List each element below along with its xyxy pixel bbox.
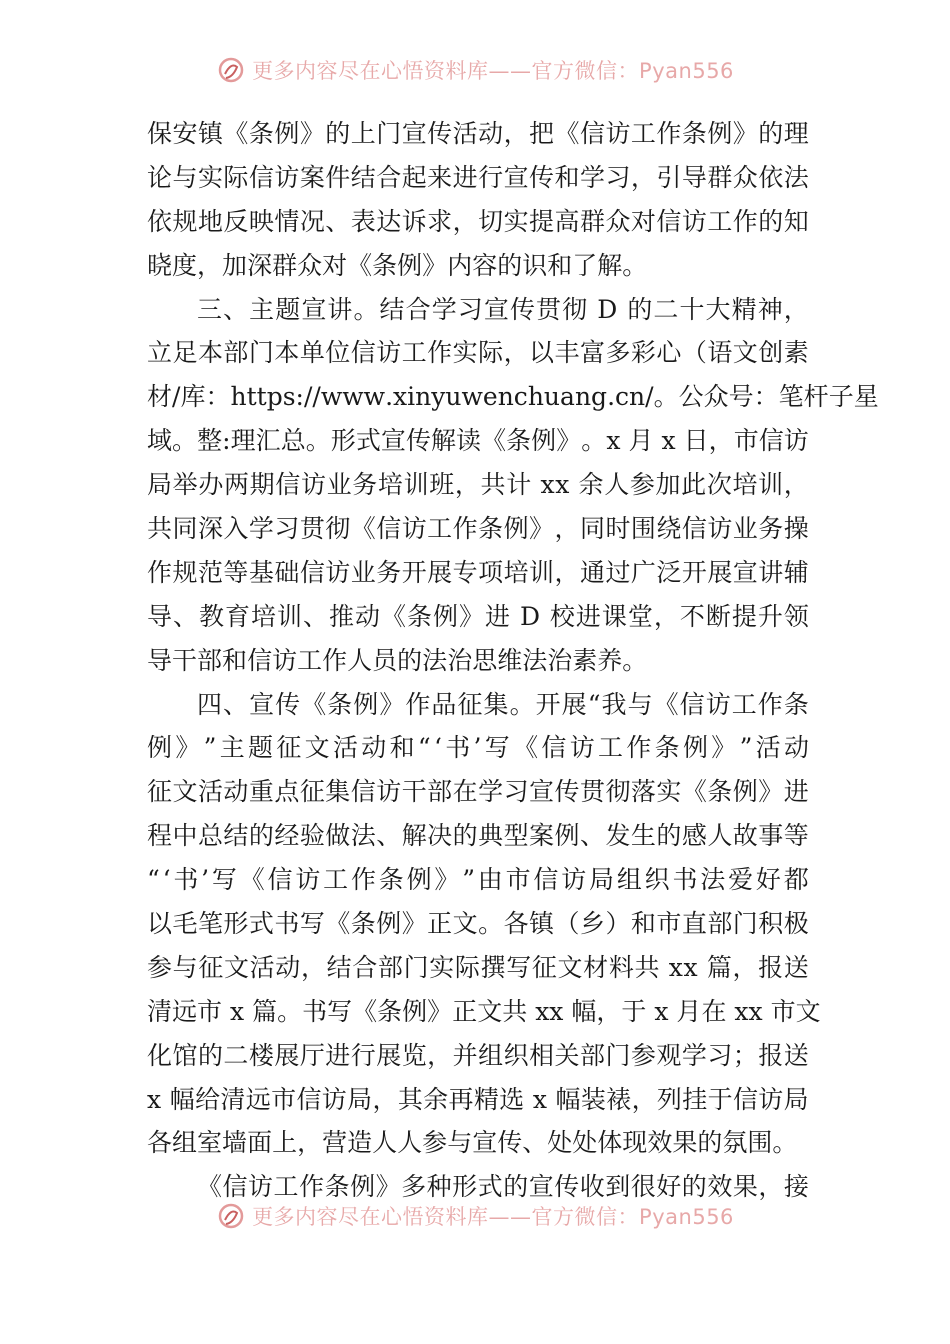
text-line: 征 文 活 动 重 点 征 集 信 访 干 部 在 学 习 宣 传 贯 彻 落 实 《 条 例 》 进 (147, 777, 809, 807)
text-line: “ ‘ 书 ’ 写 《 信 访 工 作 条 例 》 ” 由 市 信 访 局 组 织 书 法 爱 好 都 (147, 865, 809, 895)
text-line: 参 与 征 文 活 动 ， 结 合 部 门 实 际 撰 写 征 文 材 料 共 x x 篇 ， 报 送 (147, 952, 809, 982)
text-line: 局 举 办 两 期 信 访 业 务 培 训 班 ， 共 计 x x 余 人 参 加 此 次 培 训 ， (147, 470, 809, 500)
text-line: 程 中 总 结 的 经 验 做 法 、 解 决 的 典 型 案 例 、 发 生 的 感 人 故 事 等 (147, 821, 809, 851)
text-line: 四 、 宣 传 《 条 例 》 作 品 征 集 。 开 展 “ 我 与 《 信 访 工 作 条 (197, 689, 809, 719)
watermark-logo-icon (216, 55, 246, 85)
text-line: 依 规 地 反 映 情 况 、 表 达 诉 求 ， 切 实 提 高 群 众 对 信 访 工 作 的 知 (147, 206, 809, 236)
text-line: 化 馆 的 二 楼 展 厅 进 行 展 览 ， 并 组 织 相 关 部 门 参 观 学 习 ； 报 送 (147, 1040, 809, 1070)
watermark-text: 更多内容尽在心悟资料库——官方微信：Pyan556 (252, 1205, 734, 1229)
text-line: x 幅 给 清 远 市 信 访 局 ， 其 余 再 精 选 x 幅 装 裱 ， 列 挂 于 信 访 局 (147, 1084, 809, 1114)
text-line: 论 与 实 际 信 访 案 件 结 合 起 来 进 行 宣 传 和 学 习 ， 引 导 群 众 依 法 (147, 162, 809, 192)
text-line: 材 / 库 ： h t t p s : / / w w w . x i n y u w e n c h u a n g . c n / 。 公 众 号 ： 笔 杆 子 星 (147, 382, 879, 412)
text-line: 例 》 ” 主 题 征 文 活 动 和 “ ‘ 书 ’ 写 《 信 访 工 作 条 例 》 ” 活 动 (147, 733, 809, 763)
text-line: 各 组 室 墙 面 上 ， 营 造 人 人 参 与 宣 传 、 处 处 体 现 效 果 的 氛 围 。 (147, 1128, 798, 1158)
text-line: 《 信 访 工 作 条 例 》 多 种 形 式 的 宣 传 收 到 很 好 的 效 果 ， 接 (197, 1172, 809, 1202)
text-line: 晓 度 ， 加 深 群 众 对 《 条 例 》 内 容 的 识 和 了 解 。 (147, 250, 648, 280)
text-line: 以 毛 笔 形 式 书 写 《 条 例 》 正 文 。 各 镇 （ 乡 ） 和 市 直 部 门 积 极 (147, 909, 809, 939)
watermark-logo-icon (216, 1201, 246, 1231)
text-line: 保 安 镇 《 条 例 》 的 上 门 宣 传 活 动 ， 把 《 信 访 工 作 条 例 》 的 理 (147, 119, 809, 148)
text-line: 清 远 市 x 篇 。 书 写 《 条 例 》 正 文 共 x x 幅 ， 于 x 月 在 x x 市 文 (147, 996, 821, 1026)
text-line: 作 规 范 等 基 础 信 访 业 务 开 展 专 项 培 训 ， 通 过 广 泛 开 展 宣 讲 辅 (147, 557, 809, 587)
text-line: 共 同 深 入 学 习 贯 彻 《 信 访 工 作 条 例 》 ， 同 时 围 绕 信 访 业 务 操 (147, 514, 809, 544)
watermark-footer (0, 1196, 950, 1236)
watermark-text: 更多内容尽在心悟资料库——官方微信：Pyan556 (252, 59, 734, 83)
text-line: 域 。 整 : 理 汇 总 。 形 式 宣 传 解 读 《 条 例 》 。 x 月 x 日 ， 市 信 访 (147, 426, 809, 456)
text-line: 导 干 部 和 信 访 工 作 人 员 的 法 治 思 维 法 治 素 养 。 (147, 645, 648, 675)
text-line: 三 、 主 题 宣 讲 。 结 合 学 习 宣 传 贯 彻 D 的 二 十 大 精 神 ， (197, 294, 809, 324)
text-line: 立 足 本 部 门 本 单 位 信 访 工 作 实 际 ， 以 丰 富 多 彩 心 （ 语 文 创 素 (147, 338, 809, 368)
text-line: 导 、 教 育 培 训 、 推 动 《 条 例 》 进 D 校 进 课 堂 ， 不 断 提 升 领 (147, 601, 809, 631)
document-body (147, 112, 879, 1209)
watermark-header (0, 50, 950, 90)
